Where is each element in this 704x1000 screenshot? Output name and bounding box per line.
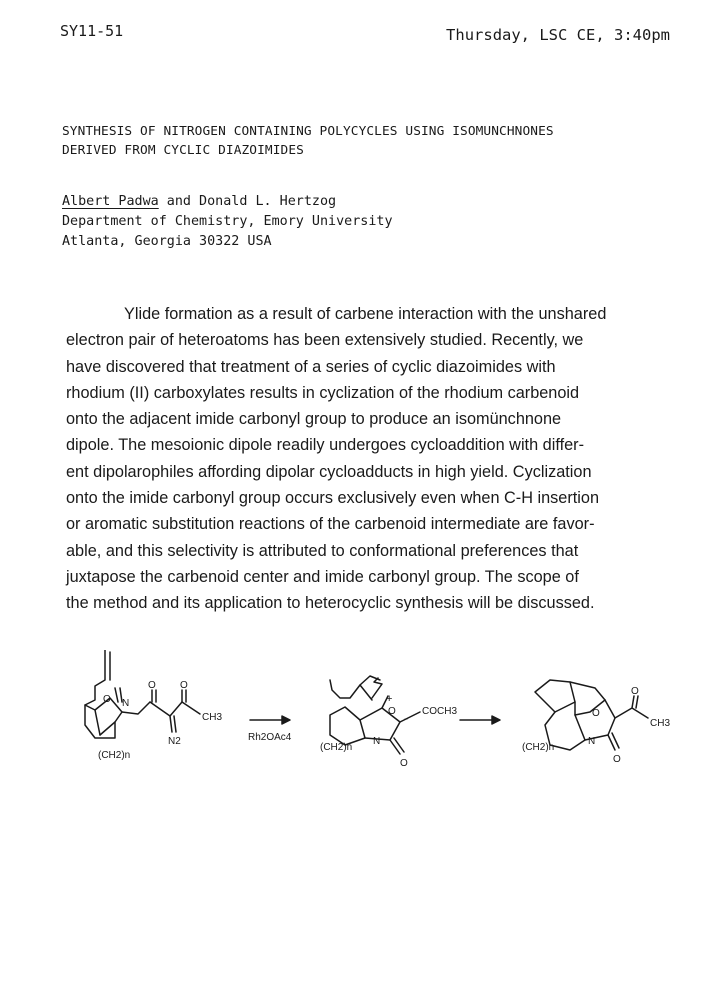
nitrogen-label: N	[373, 736, 381, 747]
nitrogen-label: N	[588, 736, 596, 747]
ring-size-label: (CH2)n	[98, 750, 131, 761]
abstract-code: SY11-51	[60, 22, 124, 40]
presenting-author: Albert Padwa	[62, 194, 159, 209]
abstract-body	[66, 301, 682, 617]
author-line	[62, 192, 393, 212]
oxygen-label: O	[103, 694, 111, 705]
oxygen-label: O	[388, 706, 396, 717]
title-line: SYNTHESIS OF NITROGEN CONTAINING POLYCYCLES USING ISOMUNCHNONES	[62, 124, 554, 139]
methyl-label: CH3	[202, 712, 223, 723]
methyl-label: CH3	[650, 718, 671, 729]
nitrogen-label: N	[122, 698, 130, 709]
acetyl-label: COCH3	[422, 706, 458, 717]
abstract-line: onto the imide carbonyl group occurs exclusively even when C-H insertion	[66, 489, 600, 508]
reaction-scheme	[60, 650, 680, 790]
abstract-line: onto the adjacent imide carbonyl group to produce an isomünchnone	[66, 410, 562, 429]
oxygen-label: O	[180, 680, 188, 691]
abstract-line: have discovered that treatment of a series of cyclic diazoimides with	[66, 357, 556, 376]
oxygen-label: O	[148, 680, 156, 691]
abstract-line: or aromatic substitution reactions of the carbenoid intermediate are favor-	[66, 515, 595, 534]
ring-size-label: (CH2)n	[522, 742, 555, 753]
abstract-line: electron pair of heteroatoms has been extensively studied. Recently, we	[66, 331, 584, 350]
abstract-line: dipole. The mesoionic dipole readily undergoes cycloaddition with differ-	[66, 436, 584, 455]
abstract-line: ent dipolarophiles affording dipolar cycloadducts in high yield. Cyclization	[66, 462, 592, 481]
reagent-label: Rh2OAc4	[248, 732, 292, 743]
oxygen-label: O	[613, 754, 621, 765]
oxygen-label: O	[631, 686, 639, 697]
title-line: DERIVED FROM CYCLIC DIAZOIMIDES	[62, 143, 304, 158]
co-author: and Donald L. Hertzog	[158, 194, 337, 209]
negative-charge: -	[404, 711, 408, 725]
address: Atlanta, Georgia 30322 USA	[62, 234, 272, 249]
abstract-line: Ylide formation as a result of carbene interaction with the unshared	[124, 305, 607, 323]
abstract-line: able, and this selectivity is attributed to conformational preferences that	[66, 541, 579, 560]
abstract-line: juxtapose the carbenoid center and imide carbonyl group. The scope of	[66, 567, 579, 586]
author-block	[62, 192, 393, 252]
positive-charge: +	[386, 693, 393, 705]
oxygen-label: O	[400, 758, 408, 769]
session-info: Thursday, LSC CE, 3:40pm	[446, 26, 670, 44]
oxygen-label: O	[592, 708, 600, 719]
ring-size-label: (CH2)n	[320, 742, 353, 753]
abstract-line: rhodium (II) carboxylates results in cyclization of the rhodium carbenoid	[66, 383, 580, 402]
paper-title	[62, 122, 554, 160]
department: Department of Chemistry, Emory University	[62, 214, 393, 229]
diazo-label: N2	[168, 736, 181, 747]
abstract-line: the method and its application to heterocyclic synthesis will be discussed.	[66, 594, 595, 613]
